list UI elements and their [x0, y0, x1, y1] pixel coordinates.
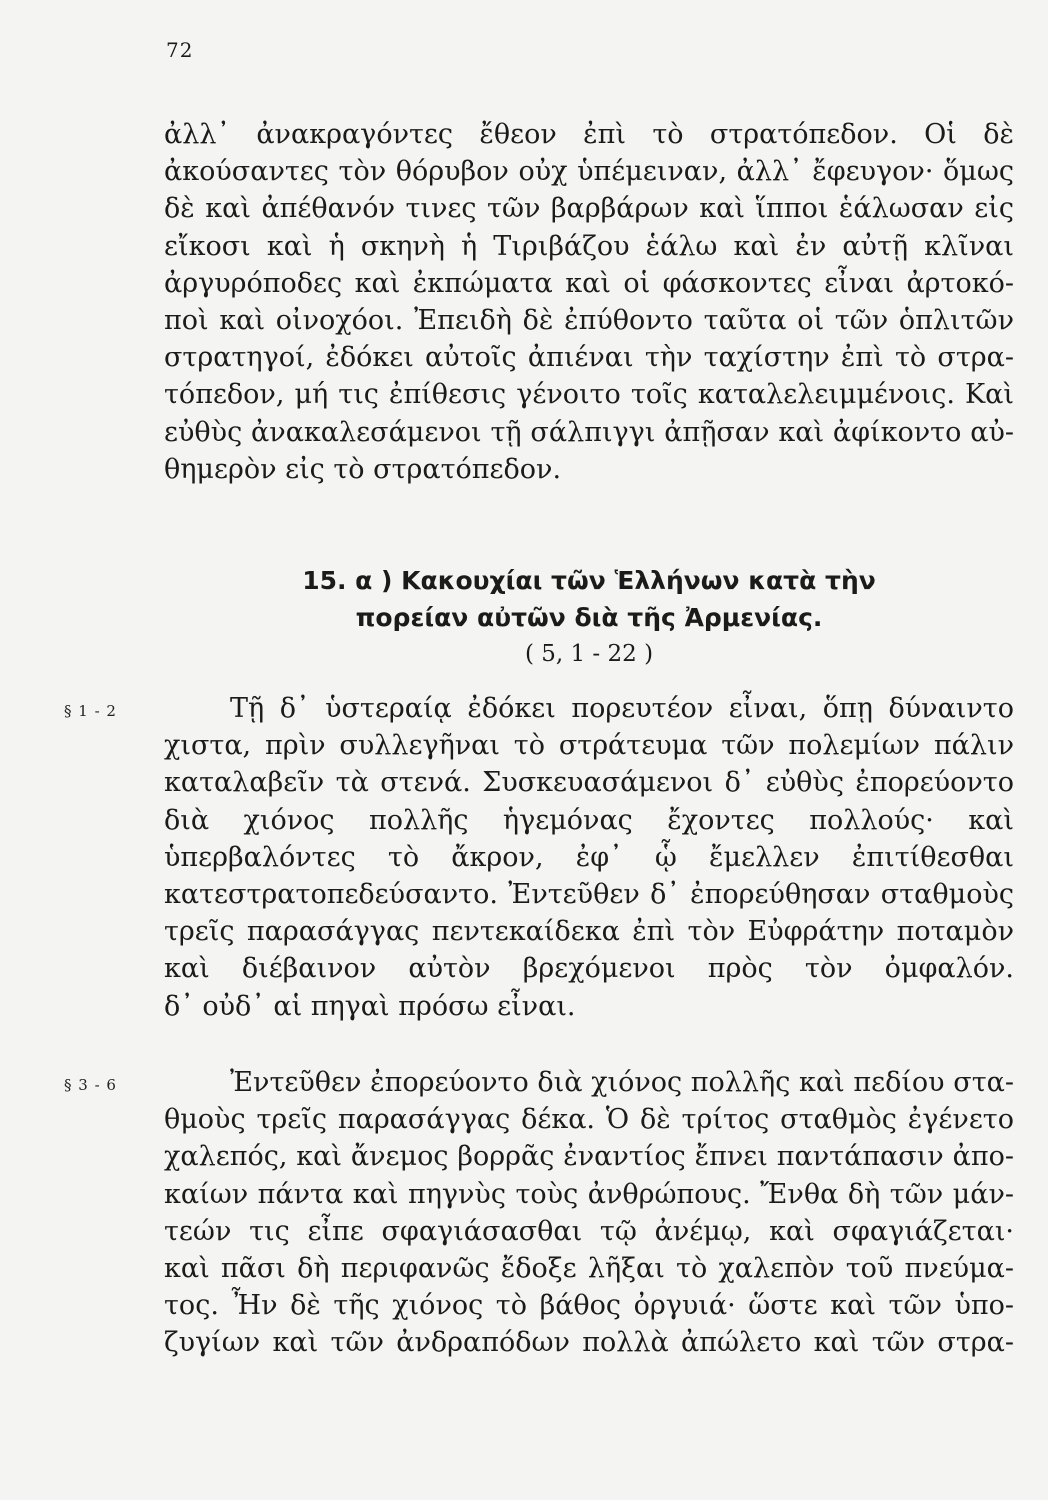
text-line: χαλεπός, καὶ ἄνεμος βορρᾶς ἐναντίος ἔπνει παντάπασιν ἀπο-	[164, 1141, 1014, 1173]
text-line: καταλαβεῖν τὰ στενά. Συσκευασάμενοι δ᾽ εὐθὺς ἐπορεύοντο	[164, 767, 1014, 799]
text-line: τρεῖς παρασάγγας πεντεκαίδεκα ἐπὶ τὸν Εὐφράτην ποταμὸν	[164, 916, 1014, 948]
section-reference: ( 5, 1 - 22 )	[524, 641, 654, 667]
text-line: ὑπερβαλόντες τὸ ἄκρον, ἐφ᾽ ᾧ ἔμελλεν ἐπιτίθεσθαι	[164, 841, 1014, 873]
paragraph-2	[164, 690, 1014, 1025]
text-line: δ᾽ οὐδ᾽ αἱ πηγαὶ πρόσω εἶναι.	[164, 990, 576, 1022]
section-title-line-1: 15. α ) Κακουχίαι τῶν Ἑλλήνων κατὰ τὴν	[302, 566, 876, 595]
paragraph-3	[164, 1064, 1014, 1362]
text-line: ἀλλ᾽ ἀνακραγόντες ἔθεον ἐπὶ τὸ στρατόπεδον. Οἱ δὲ	[164, 119, 1014, 150]
text-line: στρατηγοί, ἐδόκει αὐτοῖς ἀπιέναι τὴν ταχίστην ἐπὶ τὸ στρα-	[164, 342, 1014, 374]
text-line: Ἐντεῦθεν ἐπορεύοντο διὰ χιόνος πολλῆς καὶ πεδίου στα-	[230, 1067, 1014, 1098]
text-line: εἴκοσι καὶ ἡ σκηνὴ ἡ Τιριβάζου ἑάλω καὶ ἐν αὐτῇ κλῖναι	[164, 230, 1014, 262]
paragraph-1	[164, 116, 1014, 488]
margin-reference-2: § 3 - 6	[64, 1076, 117, 1094]
text-line: Τῇ δ᾽ ὑστεραίᾳ ἐδόκει πορευτέον εἶναι, ὅπῃ δύναιντο	[230, 693, 1014, 724]
section-heading	[164, 562, 1014, 672]
text-line: εὐθὺς ἀνακαλεσάμενοι τῇ σάλπιγγι ἀπῇσαν καὶ ἀφίκοντο αὐ-	[164, 416, 1014, 448]
text-line: κατεστρατοπεδεύσαντο. Ἐντεῦθεν δ᾽ ἐπορεύθησαν σταθμοὺς	[164, 878, 1014, 910]
text-line: τος. Ἦν δὲ τῆς χιόνος τὸ βάθος ὀργυιά· ὥστε καὶ τῶν ὑπο-	[164, 1290, 1014, 1322]
text-line: διὰ χιόνος πολλῆς ἡγεμόνας ἔχοντες πολλούς· καὶ	[164, 804, 1014, 836]
text-line: ζυγίων καὶ τῶν ἀνδραπόδων πολλὰ ἀπώλετο καὶ τῶν στρα-	[164, 1327, 1014, 1359]
text-line: καίων πάντα καὶ πηγνὺς τοὺς ἀνθρώπους. Ἔνθα δὴ τῶν μάν-	[164, 1178, 1014, 1210]
text-line: καὶ διέβαινον αὐτὸν βρεχόμενοι πρὸς τὸν ὀμφαλόν.	[164, 953, 1014, 985]
text-line: τόπεδον, μή τις ἐπίθεσις γένοιτο τοῖς καταλελειμμένοις. Καὶ	[164, 379, 1014, 411]
text-line: τεών τις εἶπε σφαγιάσασθαι τῷ ἀνέμῳ, καὶ σφαγιάζεται·	[164, 1215, 1014, 1247]
text-line: ἀκούσαντες τὸν θόρυβον οὐχ ὑπέμειναν, ἀλλ᾽ ἔφευγον· ὅμως	[164, 156, 1014, 188]
text-line: δὲ καὶ ἀπέθανόν τινες τῶν βαρβάρων καὶ ἵπποι ἑάλωσαν εἰς	[164, 193, 1014, 225]
page-number: 72	[166, 38, 194, 62]
section-title-line-2: πορείαν αὐτῶν διὰ τῆς Ἀρμενίας.	[355, 603, 823, 632]
margin-reference-1: § 1 - 2	[64, 702, 117, 720]
text-line: ἀργυρόποδες καὶ ἐκπώματα καὶ οἱ φάσκοντες εἶναι ἀρτοκό-	[164, 267, 1014, 299]
text-line: θημερὸν εἰς τὸ στρατόπεδον.	[164, 453, 562, 485]
text-line: χιστα, πρὶν συλλεγῆναι τὸ στράτευμα τῶν πολεμίων πάλιν	[164, 730, 1014, 762]
text-line: καὶ πᾶσι δὴ περιφανῶς ἔδοξε λῆξαι τὸ χαλεπὸν τοῦ πνεύμα-	[164, 1252, 1014, 1284]
text-line: θμοὺς τρεῖς παρασάγγας δέκα. Ὁ δὲ τρίτος σταθμὸς ἐγένετο	[164, 1104, 1014, 1136]
text-line: ποὶ καὶ οἰνοχόοι. Ἐπειδὴ δὲ ἐπύθοντο ταῦτα οἱ τῶν ὁπλιτῶν	[164, 304, 1014, 336]
